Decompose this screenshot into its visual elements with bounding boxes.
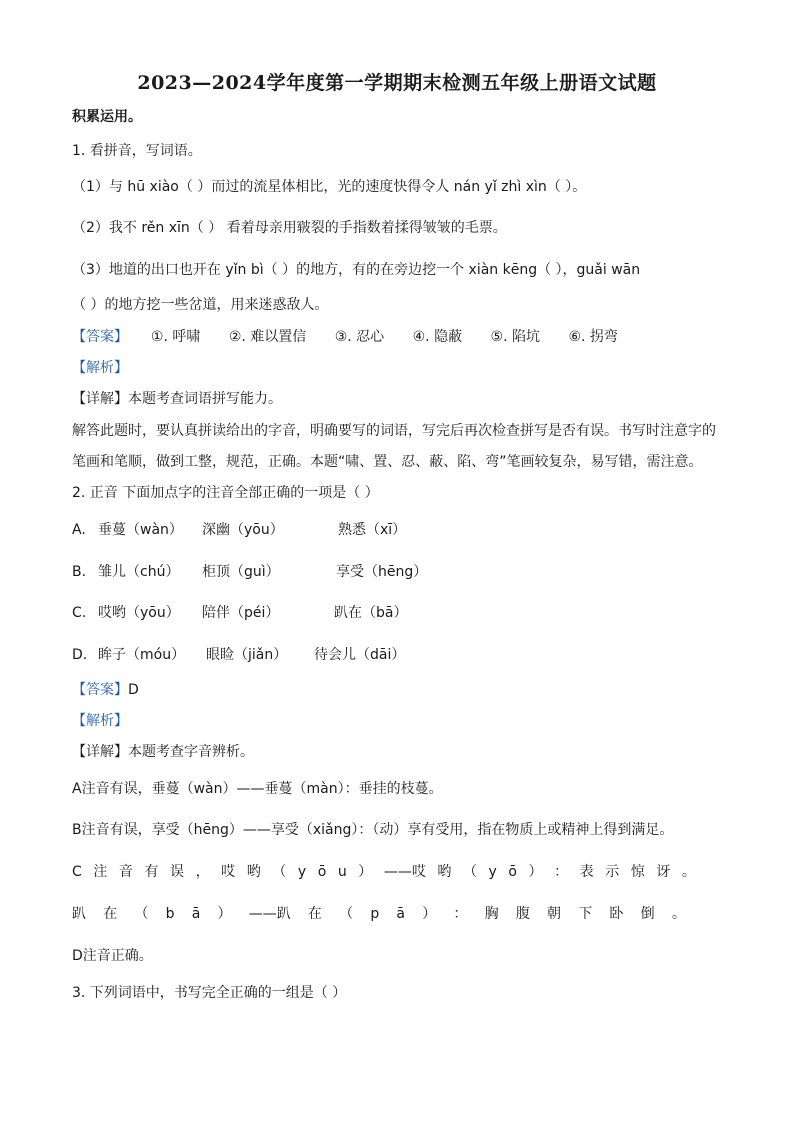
section-heading: 积累运用。 [72,109,142,125]
option-label: B. [72,564,87,580]
answer-item: ②. 难以置信 [228,329,307,345]
char: （ [134,906,149,922]
char: 音 [118,864,133,880]
char: 注 [93,864,108,880]
option-term: 柜顶（guì） [202,564,280,580]
q2-explanation-b: B注音有误，享受（hēng）——享受（xiǎng）：（动）享有受用，指在物质上或精神上得到满足。 [72,822,674,838]
char: y [297,864,307,880]
answer-item: ⑤. 陷坑 [490,329,540,345]
char: 朝 [547,906,562,922]
char: 倒 [640,906,655,922]
char: 示 [605,864,620,880]
answer-item: ①. 呼啸 [150,329,201,345]
q2-option-d [72,645,732,665]
q2-option-a [72,520,732,540]
char: ： [554,864,569,880]
char: ： [453,906,468,922]
char: ——趴 [248,906,291,922]
option-term: 眼睑（jiǎn） [206,647,288,663]
char: 哟 [246,864,261,880]
char: 有 [144,864,159,880]
char: ） [528,864,543,880]
q1-paragraph-1: 解答此题时，要认真拼读给出的字音，明确要写的词语，写完后再次检查拼写是否有误。书写时注意字的 [72,423,716,439]
page-title: 2023—2024学年度第一学期期末检测五年级上册语文试题 [137,72,657,94]
char: 哎 [221,864,236,880]
q2-answer-row [72,680,732,700]
char: 误 [170,864,185,880]
answer-tag: 【答案】 [72,329,128,345]
char: 下 [578,906,593,922]
q1-line-3: （3）地道的出口也开在 yǐn bì（ ）的地方，有的在旁边挖一个 xiàn kēng（ ），guǎi wān [72,262,641,278]
q1-line-2: （2）我不 rěn xīn（ ） 看着母亲用皲裂的手指数着揉得皱皱的毛票。 [72,220,507,236]
char: ， [195,864,210,880]
char: y [488,864,497,880]
option-label: A. [72,522,86,538]
char: 在 [103,906,118,922]
q2-explanation-a: A注音有误，垂蔓（wàn）——垂蔓（màn）：垂挂的枝蔓。 [72,781,443,797]
q2-stem: 2. 正音 下面加点字的注音全部正确的一项是（ ） [72,485,379,501]
detail-text: 本题考查词语拼写能力。 [128,391,282,407]
answer-item: ③. 忍心 [334,329,385,345]
answer-item: ④. 隐蔽 [412,329,463,345]
q2-explanation-c [72,862,696,882]
detail-tag: 【详解】 [72,391,128,407]
char: 讶 [656,864,671,880]
q2-analysis-tag: 【解析】 [72,713,128,729]
q1-line-4: （ ）的地方挖一些岔道，用来迷惑敌人。 [72,297,329,313]
q1-analysis-tag: 【解析】 [72,360,128,376]
char: ō [508,864,517,880]
q2-option-c [72,603,732,623]
option-term: 享受（hēng） [336,564,428,580]
char: （ [272,864,287,880]
q3-stem: 3. 下列词语中，书写完全正确的一组是（ ） [72,985,347,1001]
char: ） [358,864,373,880]
char: 趴 [72,906,86,922]
answer-tag: 【答案】 [72,682,128,698]
char: 惊 [630,864,645,880]
char: 哟 [437,864,452,880]
char: 表 [579,864,594,880]
char: （ [339,906,354,922]
char: ā [396,906,405,922]
char: p [370,906,380,922]
char: 在 [307,906,322,922]
char: ——哎 [383,864,426,880]
detail-text: 本题考查字音辨析。 [128,744,254,760]
char: ā [191,906,201,922]
option-term: 眸子（móu） [98,647,186,663]
option-term: 熟悉（xī） [338,522,407,538]
option-term: 陪伴（péi） [202,605,280,621]
option-term: 垂蔓（wàn） [98,522,183,538]
char: 。 [671,906,686,922]
q2-explanation-c-cont [72,904,686,924]
answer-value: D [128,682,139,698]
option-term: 哎哟（yōu） [98,605,180,621]
q2-option-b [72,562,732,582]
option-label: C. [72,605,87,621]
char: 卧 [609,906,624,922]
q1-answer-row [72,327,732,347]
q1-line-1: （1）与 hū xiào（ ）而过的流星体相比，光的速度快得令人 nán yǐ zhì xìn（ ）。 [72,179,587,195]
char: 。 [681,864,696,880]
char: b [165,906,175,922]
char: （ [462,864,477,880]
char: ō [317,864,327,880]
q2-detail [72,742,732,762]
option-term: 趴在（bā） [334,605,408,621]
option-term: 深幽（yōu） [202,522,284,538]
char: 胸 [484,906,499,922]
char: 腹 [515,906,530,922]
q1-stem: 1. 看拼音，写词语。 [72,143,202,159]
q1-paragraph-2: 笔画和笔顺，做到工整，规范，正确。本题“啸、置、忍、蔽、陷、弯”笔画较复杂，易写错，需注意。 [72,454,703,470]
detail-tag: 【详解】 [72,744,128,760]
char: C [72,864,82,880]
option-term: 雏儿（chú） [98,564,180,580]
char: ） [217,906,232,922]
q1-detail [72,389,732,409]
char: u [337,864,347,880]
option-label: D. [72,647,88,663]
char: ） [422,906,437,922]
answer-item: ⑥. 拐弯 [568,329,618,345]
q2-explanation-d: D注音正确。 [72,948,153,964]
option-term: 待会儿（dāi） [314,647,406,663]
